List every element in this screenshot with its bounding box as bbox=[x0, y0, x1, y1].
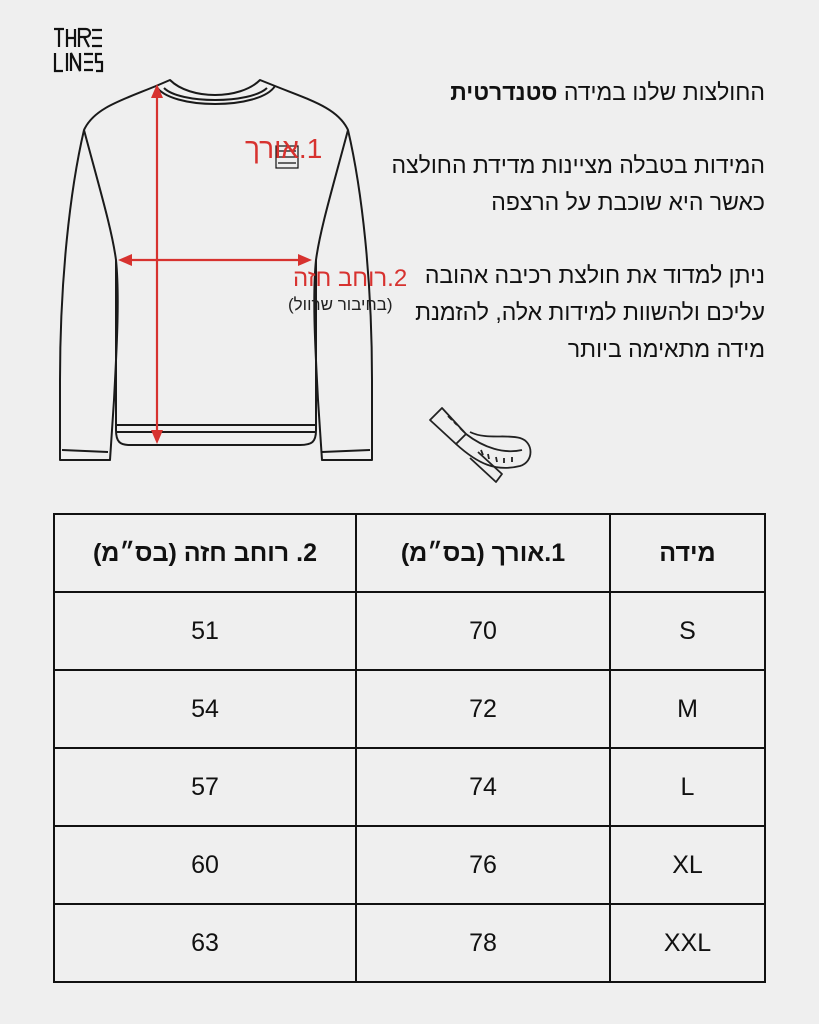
cell-size: XL bbox=[610, 826, 765, 904]
intro-paragraph-compare: ניתן למדוד את חולצת רכיבה אהובה עליכם ולהשוות למידות אלה, להזמנת מידה מתאימה ביותר bbox=[415, 262, 765, 362]
table-row bbox=[54, 748, 765, 826]
cell-size: XXL bbox=[610, 904, 765, 982]
table-header-row bbox=[54, 514, 765, 592]
cell-size: S bbox=[610, 592, 765, 670]
intro-text bbox=[385, 74, 765, 368]
cell-size: L bbox=[610, 748, 765, 826]
cell-length: 78 bbox=[356, 904, 610, 982]
intro-line1: החולצות שלנו במידה סטנדרטית bbox=[450, 79, 765, 105]
length-arrow bbox=[151, 84, 163, 444]
width-label: 2.רוחב חזה bbox=[293, 265, 408, 292]
header-chest-width: 2. רוחב חזה (בס״מ) bbox=[54, 514, 356, 592]
cell-chest-width: 57 bbox=[54, 748, 356, 826]
cell-length: 70 bbox=[356, 592, 610, 670]
header-length: 1.אורך (בס״מ) bbox=[356, 514, 610, 592]
cell-length: 72 bbox=[356, 670, 610, 748]
shirt-diagram bbox=[50, 70, 408, 470]
cell-length: 74 bbox=[356, 748, 610, 826]
brand-logo bbox=[52, 26, 104, 74]
table-row bbox=[54, 670, 765, 748]
cell-chest-width: 60 bbox=[54, 826, 356, 904]
length-label: 1.אורך bbox=[245, 133, 323, 164]
cell-size: M bbox=[610, 670, 765, 748]
size-chart-table bbox=[53, 513, 766, 983]
width-note: (בחיבור שרוול) bbox=[288, 295, 393, 314]
table-row bbox=[54, 904, 765, 982]
header-size: מידה bbox=[610, 514, 765, 592]
cell-chest-width: 63 bbox=[54, 904, 356, 982]
measuring-tape-icon bbox=[426, 402, 536, 484]
cell-chest-width: 51 bbox=[54, 592, 356, 670]
cell-length: 76 bbox=[356, 826, 610, 904]
table-row bbox=[54, 826, 765, 904]
cell-chest-width: 54 bbox=[54, 670, 356, 748]
intro-paragraph-measurement: המידות בטבלה מציינות מדידת החולצה כאשר היא שוכבת על הרצפה bbox=[391, 152, 765, 215]
table-row bbox=[54, 592, 765, 670]
width-arrow bbox=[118, 254, 312, 266]
